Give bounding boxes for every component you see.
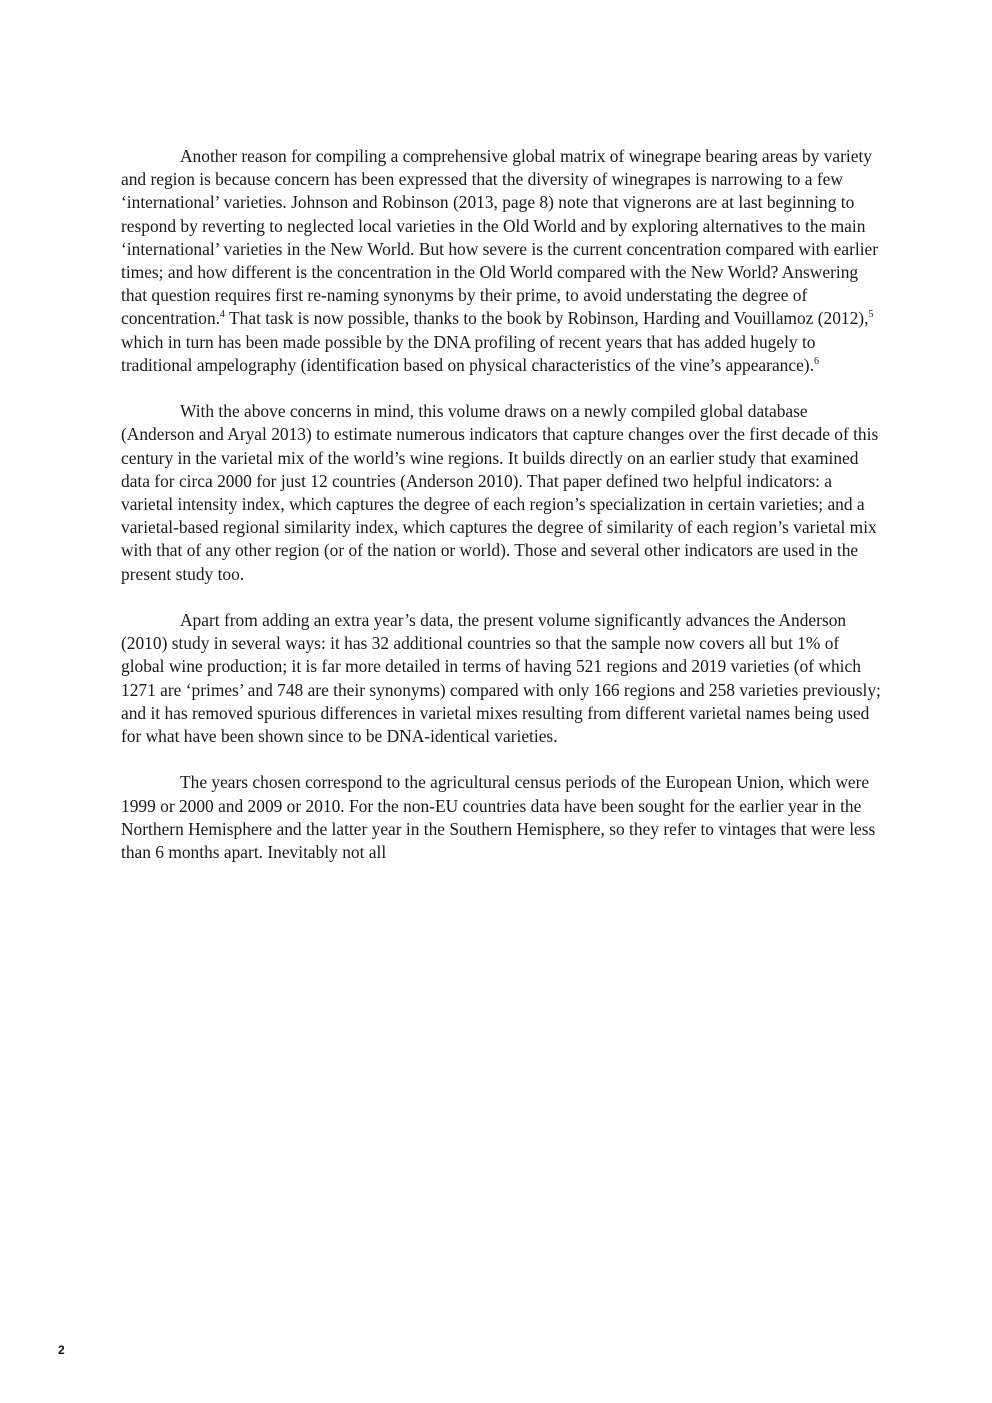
paragraph-1-text-b: That task is now possible, thanks to the book by Robinson, Harding and Vouillamoz (2012),	[229, 308, 869, 329]
footnote-ref-6[interactable]: 6	[813, 356, 819, 368]
footnote-ref-5[interactable]: 5	[868, 309, 874, 321]
paragraph-1-text-c: which in turn has been made possible by the DNA profiling of recent years that has added hugely to traditional ampelography (identification based on physical characteristics of the vine’s appearance).	[121, 331, 816, 375]
paragraph-1	[121, 145, 881, 377]
paragraph-1-text-a: Another reason for compiling a comprehensive global matrix of winegrape bearing areas by variety and region is because concern has been expressed that the diversity of winegrapes is narrowing to a few ‘international’ varieties. Johnson and Robinson (2013, page 8) note that vignerons are at last beginning to respond by reverting to neglected local varieties in the Old World and by exploring alternatives to the main ‘international’ varieties in the New World. But how severe is the current concentration compared with earlier times; and how different is the concentration in the Old World compared with the New World? Answering that question requires first re-naming synonyms by their prime, to avoid understating the degree of concentration.	[121, 146, 879, 329]
page-number: 2	[58, 1343, 65, 1357]
paragraph-3: Apart from adding an extra year’s data, the present volume significantly advances the Anderson (2010) study in several ways: it has 32 additional countries so that the sample now covers all but 1% of global wine production; it is far more detailed in terms of having 521 regions and 2019 varieties (of which 1271 are ‘primes’ and 748 are their synonyms) compared with only 166 regions and 258 varieties previously; and it has removed spurious differences in varietal mixes resulting from different varietal names being used for what have been shown since to be DNA-identical varieties.	[121, 610, 881, 747]
paragraph-2: With the above concerns in mind, this volume draws on a newly compiled global database (Anderson and Aryal 2013) to estimate numerous indicators that capture changes over the first decade of this century in the varietal mix of the world’s wine regions. It builds directly on an earlier study that examined data for circa 2000 for just 12 countries (Anderson 2010). That paper defined two helpful indicators: a varietal intensity index, which captures the degree of each region’s specialization in certain varieties; and a varietal-based regional similarity index, which captures the degree of similarity of each region’s varietal mix with that of any other region (or of the nation or world). Those and several other indicators are used in the present study too.	[121, 401, 879, 584]
paragraph-4: The years chosen correspond to the agricultural census periods of the European Union, which were 1999 or 2000 and 2009 or 2010. For the non-EU countries data have been sought for the earlier year in the Northern Hemisphere and the latter year in the Southern Hemisphere, so they refer to vintages that were less than 6 months apart. Inevitably not all	[121, 772, 876, 863]
body-text	[121, 145, 881, 887]
footnote-ref-4[interactable]: 4	[220, 309, 225, 321]
